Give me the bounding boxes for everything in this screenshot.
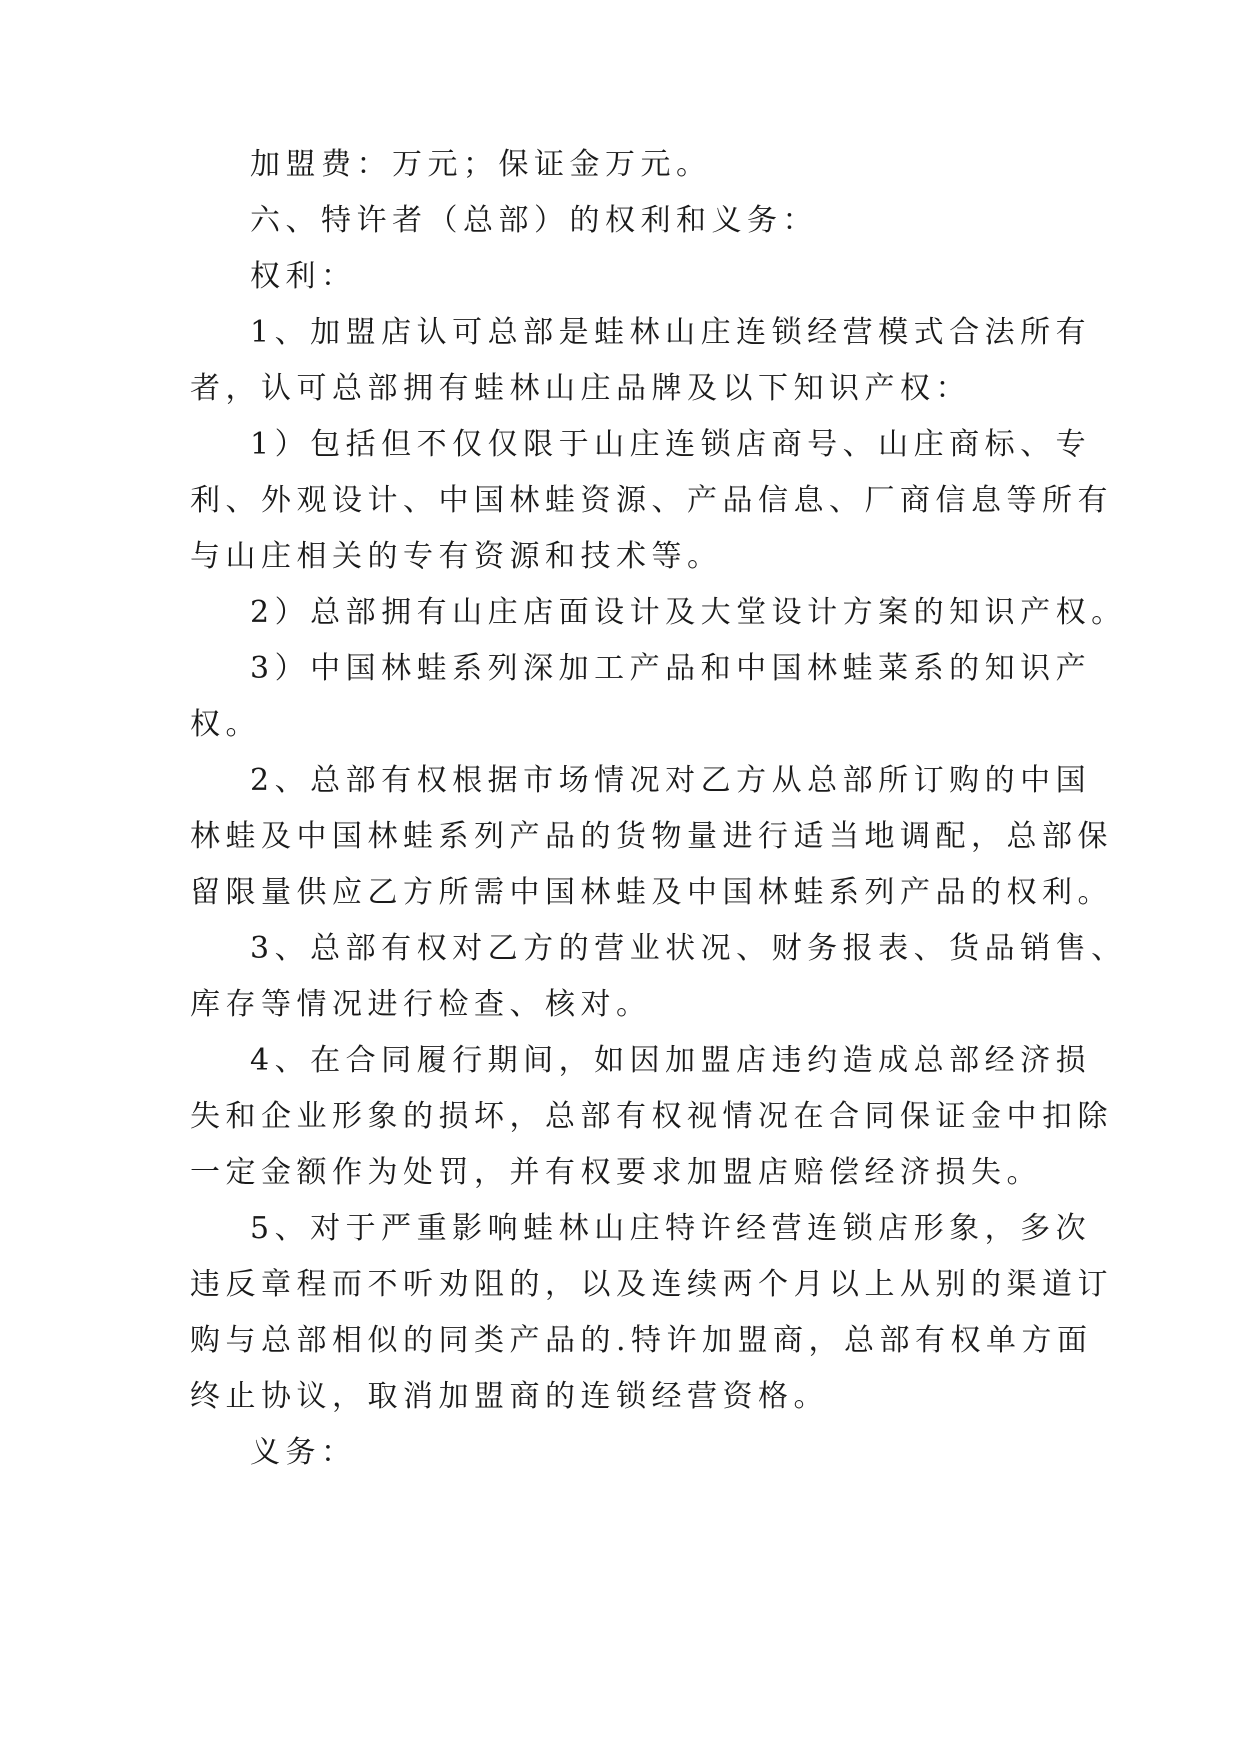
paragraph-line: 3）中国林蛙系列深加工产品和中国林蛙菜系的知识产 — [250, 651, 1092, 686]
paragraph-line: 林蛙及中国林蛙系列产品的货物量进行适当地调配，总部保 — [190, 819, 1113, 854]
paragraph-line: 2、总部有权根据市场情况对乙方从总部所订购的中国 — [250, 763, 1092, 798]
paragraph-line: 权。 — [190, 707, 261, 742]
obligations-heading: 义务： — [250, 1435, 357, 1470]
paragraph-line: 留限量供应乙方所需中国林蛙及中国林蛙系列产品的权利。 — [190, 875, 1113, 910]
paragraph-line: 库存等情况进行检查、核对。 — [190, 987, 652, 1022]
paragraph-line: 一定金额作为处罚，并有权要求加盟店赔偿经济损失。 — [190, 1155, 1042, 1190]
section-heading: 六、特许者（总部）的权利和义务： — [250, 203, 818, 238]
paragraph-line: 者，认可总部拥有蛙林山庄品牌及以下知识产权： — [190, 371, 971, 406]
paragraph-line: 2）总部拥有山庄店面设计及大堂设计方案的知识产权。 — [250, 595, 1127, 630]
rights-heading: 权利： — [250, 259, 357, 294]
paragraph-line: 利、外观设计、中国林蛙资源、产品信息、厂商信息等所有 — [190, 483, 1113, 518]
paragraph-line: 失和企业形象的损坏，总部有权视情况在合同保证金中扣除 — [190, 1099, 1113, 1134]
paragraph-line: 违反章程而不听劝阻的，以及连续两个月以上从别的渠道订 — [190, 1267, 1113, 1302]
paragraph-line: 终止协议，取消加盟商的连锁经营资格。 — [190, 1379, 829, 1414]
paragraph-line: 4、在合同履行期间，如因加盟店违约造成总部经济损 — [250, 1043, 1092, 1078]
paragraph-line: 1、加盟店认可总部是蛙林山庄连锁经营模式合法所有 — [250, 315, 1092, 350]
paragraph-line: 5、对于严重影响蛙林山庄特许经营连锁店形象，多次 — [250, 1211, 1092, 1246]
paragraph-line: 1）包括但不仅仅限于山庄连锁店商号、山庄商标、专 — [250, 427, 1092, 462]
paragraph-line: 3、总部有权对乙方的营业状况、财务报表、货品销售、 — [250, 931, 1127, 966]
paragraph-line: 购与总部相似的同类产品的.特许加盟商，总部有权单方面 — [190, 1323, 1093, 1358]
fee-line: 加盟费：万元；保证金万元。 — [250, 147, 712, 182]
paragraph-line: 与山庄相关的专有资源和技术等。 — [190, 539, 723, 574]
